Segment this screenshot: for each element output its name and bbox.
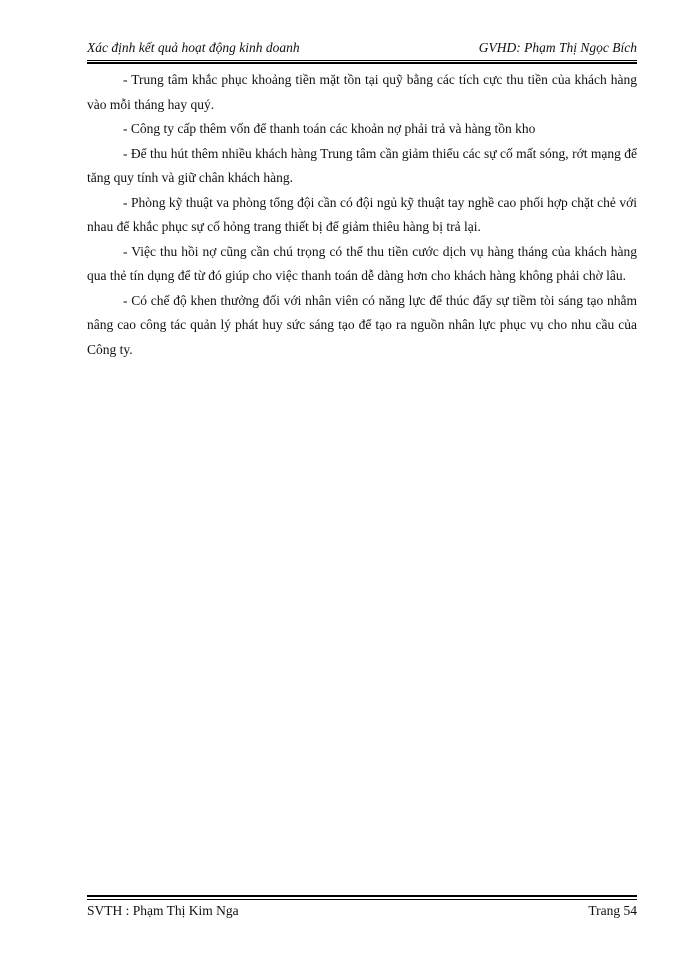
footer-divider-thick xyxy=(87,895,637,897)
header-divider-thick xyxy=(87,62,637,64)
paragraph-6: - Có chế độ khen thưởng đối với nhân viên có năng lực để thúc đẩy sự tiềm tòi sáng tạo nhằm nâng cao công tác quản lý phát huy sức sáng tạo để tạo ra nguồn nhân lực phục vụ cho nhu cầu của Công ty. xyxy=(87,292,637,357)
header-title: Xác định kết quả hoạt động kinh doanh xyxy=(87,40,300,55)
page-number: Trang 54 xyxy=(588,903,637,918)
header-supervisor: GVHD: Phạm Thị Ngọc Bích xyxy=(478,40,637,55)
paragraph-2: - Công ty cấp thêm vốn để thanh toán các khoản nợ phải trả và hàng tồn kho xyxy=(123,121,536,136)
header-divider xyxy=(87,60,637,61)
paragraph-4: - Phòng kỹ thuật va phòng tổng đội cần có đội ngủ kỹ thuật tay nghề cao phối hợp chặt chẻ với nhau để khắc phục sự cố hỏng trang thiết bị để giảm thiêu hàng bị trả lại. xyxy=(87,194,637,234)
footer-divider xyxy=(87,899,637,900)
paragraph-5: - Việc thu hồi nợ cũng cần chú trọng có thể thu tiền cước dịch vụ hàng tháng của khách hàng qua thẻ tín dụng để từ đó giúp cho việc thanh toán dễ dàng hơn cho khách hàng không phải chờ lâu. xyxy=(87,243,637,283)
paragraph-1: - Trung tâm khắc phục khoảng tiền mặt tồn tại quỹ bằng các tích cực thu tiền của khách hàng vào mỗi tháng hay quý. xyxy=(87,72,637,112)
page-body xyxy=(87,68,637,362)
page-footer xyxy=(87,903,637,923)
paragraph-3: - Để thu hút thêm nhiều khách hàng Trung tâm cần giảm thiểu các sự cố mất sóng, rớt mạng để tăng quy tính và giữ chân khách hàng. xyxy=(87,145,637,185)
page-header xyxy=(87,40,637,60)
footer-author: SVTH : Phạm Thị Kim Nga xyxy=(87,903,239,918)
